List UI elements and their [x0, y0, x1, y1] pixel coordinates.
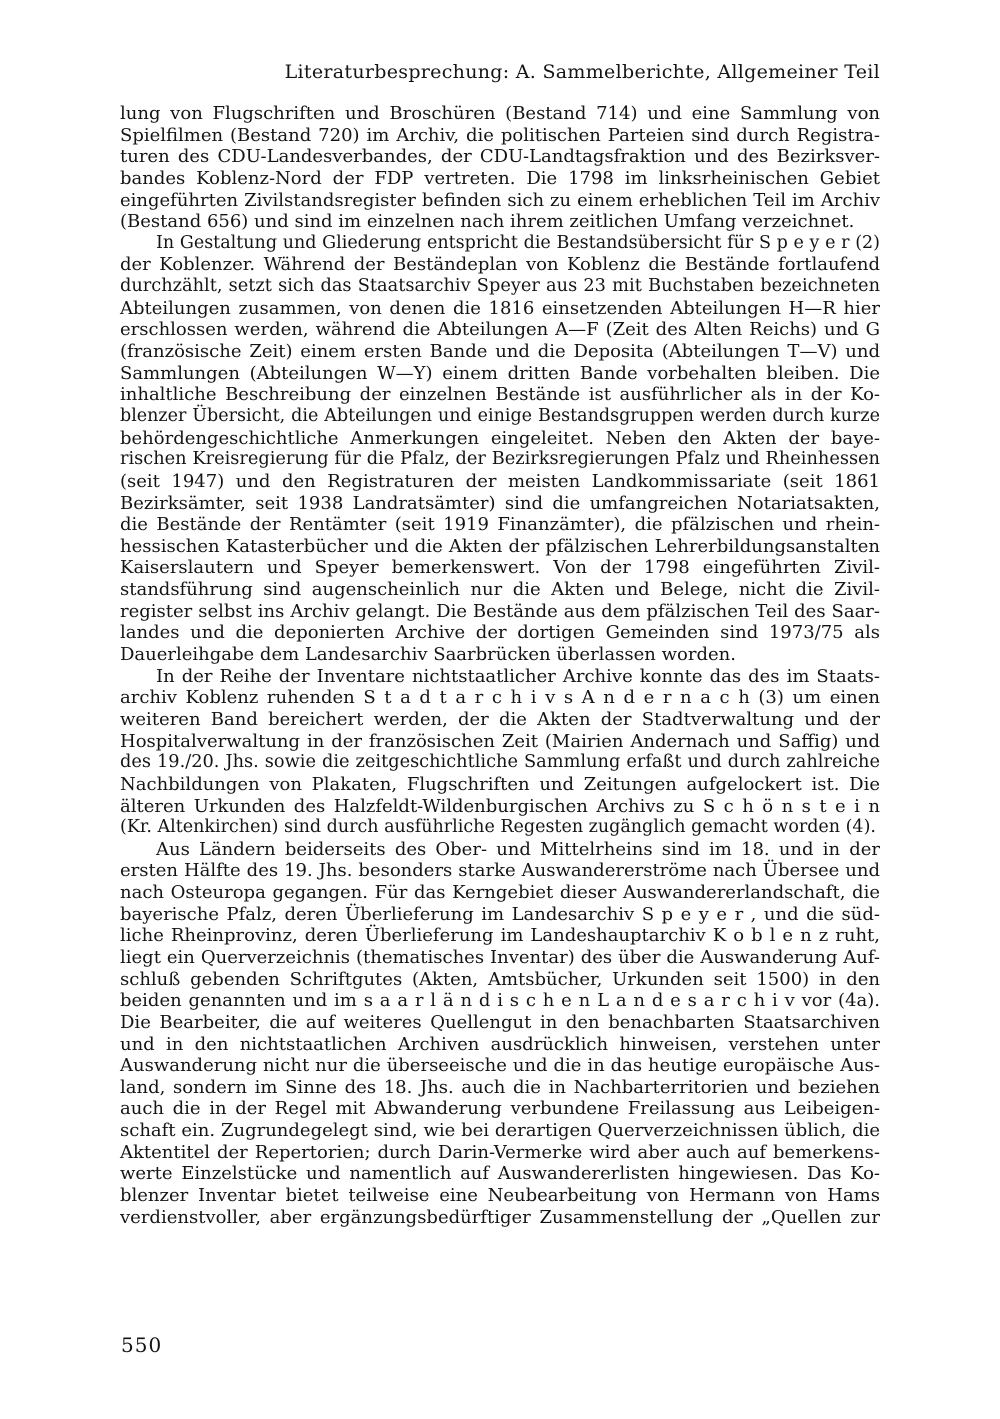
text-line: archiv Koblenz ruhenden S t a d t a r c h i v s A n d e r n a c h (3) um einen — [120, 687, 880, 709]
body-text — [120, 103, 880, 1228]
text-line: (Kr. Altenkirchen) sind durch ausführliche Regesten zugänglich gemacht worden (4). — [120, 817, 876, 838]
text-line: register selbst ins Archiv gelangt. Die Bestände aus dem pfälzischen Teil des Saar- — [120, 600, 880, 622]
text-line: Aktentitel der Repertorien; durch Darin-Vermerke wird aber auch auf bemerkens- — [120, 1141, 880, 1163]
text-line: landes und die deponierten Archive der dortigen Gemeinden sind 1973/75 als — [120, 622, 880, 644]
text-line: blenzer Inventar bietet teilweise eine Neubearbeitung von Hermann von Hams — [120, 1185, 880, 1207]
text-line: Spielfilmen (Bestand 720) im Archiv, die politischen Parteien sind durch Registra- — [120, 124, 880, 146]
text-line: land, sondern im Sinne des 18. Jhs. auch die in Nachbarterritorien und beziehen — [120, 1076, 880, 1098]
text-line: erschlossen werden, während die Abteilungen A—F (Zeit des Alten Reichs) und G — [120, 319, 880, 341]
text-line: Hospitalverwaltung in der französischen Zeit (Mairien Andernach und Saffig) und — [120, 730, 880, 752]
text-line: Auswanderung nicht nur die überseeische und die in das heutige europäische Aus- — [120, 1055, 880, 1077]
text-line: bandes Koblenz-Nord der FDP vertreten. Die 1798 im linksrheinischen Gebiet — [120, 167, 880, 189]
text-line: inhaltliche Beschreibung der einzelnen Bestände ist ausführlicher als in der Ko- — [120, 384, 880, 406]
page-number: 550 — [121, 1333, 163, 1357]
text-line: eingeführten Zivilstandsregister befinden sich zu einem erheblichen Teil im Archiv — [120, 189, 880, 211]
text-line: des 19./20. Jhs. sowie die zeitgeschichtliche Sammlung erfaßt und durch zahlreiche — [120, 752, 880, 773]
text-line: In der Reihe der Inventare nichtstaatlicher Archive konnte das des im Staats- — [156, 665, 880, 687]
text-line: ersten Hälfte des 19. Jhs. besonders starke Auswandererströme nach Übersee und — [120, 860, 880, 882]
text-line: nach Osteuropa gegangen. Für das Kerngebiet dieser Auswandererlandschaft, die — [120, 882, 880, 904]
text-line: Sammlungen (Abteilungen W—Y) einem dritten Bande vorbehalten bleiben. Die — [120, 362, 880, 384]
text-line: durchzählt, setzt sich das Staatsarchiv Speyer aus 23 mit Buchstaben bezeichneten — [120, 276, 880, 297]
text-line: Nachbildungen von Plakaten, Flugschriften und Zeitungen aufgelockert ist. Die — [120, 773, 880, 795]
text-line: Bezirksämter, seit 1938 Landratsämter) sind die umfangreichen Notariatsakten, — [120, 492, 880, 514]
text-line: werte Einzelstücke und namentlich auf Auswandererlisten hingewiesen. Das Ko- — [120, 1163, 880, 1185]
text-line: (seit 1947) und den Registraturen der meisten Landkommissariate (seit 1861 — [120, 470, 880, 492]
text-line: bayerische Pfalz, deren Überlieferung im Landesarchiv S p e y e r , und die süd- — [120, 903, 880, 925]
text-line: älteren Urkunden des Halzfeldt-Wildenburgischen Archivs zu S c h ö n s t e i n — [120, 795, 880, 817]
text-line: Aus Ländern beiderseits des Ober- und Mittelrheins sind im 18. und in der — [156, 838, 880, 860]
text-line: der Koblenzer. Während der Beständeplan von Koblenz die Bestände fortlaufend — [120, 254, 880, 276]
text-line: beiden genannten und im s a a r l ä n d i s c h e n L a n d e s a r c h i v vor (4a). — [120, 990, 880, 1012]
text-line: Kaiserslautern und Speyer bemerkenswert. Von der 1798 eingeführten Zivil- — [120, 557, 880, 579]
text-line: Dauerleihgabe dem Landesarchiv Saarbrücken überlassen worden. — [120, 644, 736, 666]
text-line: und in den nichtstaatlichen Archiven ausdrücklich hinweisen, verstehen unter — [120, 1033, 880, 1055]
text-line: In Gestaltung und Gliederung entspricht die Bestandsübersicht für S p e y e r (2) — [156, 232, 880, 253]
text-line: liegt ein Querverzeichnis (thematisches Inventar) des über die Auswanderung Auf- — [120, 946, 880, 968]
text-line: standsführung sind augenscheinlich nur die Akten und Belege, nicht die Zivil- — [120, 579, 880, 601]
text-line: liche Rheinprovinz, deren Überlieferung im Landeshauptarchiv K o b l e n z ruht, — [120, 925, 880, 947]
text-line: verdienstvoller, aber ergänzungsbedürftiger Zusammenstellung der „Quellen zur — [120, 1206, 880, 1228]
text-line: (französische Zeit) einem ersten Bande und die Deposita (Abteilungen T—V) und — [120, 341, 880, 363]
text-line: hessischen Katasterbücher und die Akten der pfälzischen Lehrerbildungsanstalten — [120, 535, 880, 557]
text-line: behördengeschichtliche Anmerkungen eingeleitet. Neben den Akten der baye- — [120, 427, 880, 449]
text-line: (Bestand 656) und sind im einzelnen nach ihrem zeitlichen Umfang verzeichnet. — [120, 211, 855, 233]
running-header: Literaturbesprechung: A. Sammelberichte, Allgemeiner Teil — [284, 61, 880, 83]
text-line: weiteren Band bereichert werden, der die Akten der Stadtverwaltung und der — [120, 708, 880, 730]
text-line: schluß gebenden Schriftgutes (Akten, Amtsbücher, Urkunden seit 1500) in den — [120, 968, 880, 990]
text-line: blenzer Übersicht, die Abteilungen und einige Bestandsgruppen werden durch kurze — [120, 405, 880, 426]
text-line: die Bestände der Rentämter (seit 1919 Finanzämter), die pfälzischen und rhein- — [120, 514, 880, 536]
text-line: turen des CDU-Landesverbandes, der CDU-Landtagsfraktion und des Bezirksver- — [120, 146, 880, 168]
text-line: Die Bearbeiter, die auf weiteres Quellengut in den benachbarten Staatsarchiven — [120, 1011, 880, 1033]
text-line: lung von Flugschriften und Broschüren (Bestand 714) und eine Sammlung von — [120, 103, 880, 124]
text-line: rischen Kreisregierung für die Pfalz, der Bezirksregierungen Pfalz und Rheinhessen — [120, 449, 880, 470]
text-line: Abteilungen zusammen, von denen die 1816 einsetzenden Abteilungen H—R hier — [120, 297, 880, 319]
text-line: auch die in der Regel mit Abwanderung verbundene Freilassung aus Leibeigen- — [120, 1098, 880, 1120]
text-line: schaft ein. Zugrundegelegt sind, wie bei derartigen Querverzeichnissen üblich, die — [120, 1120, 880, 1142]
